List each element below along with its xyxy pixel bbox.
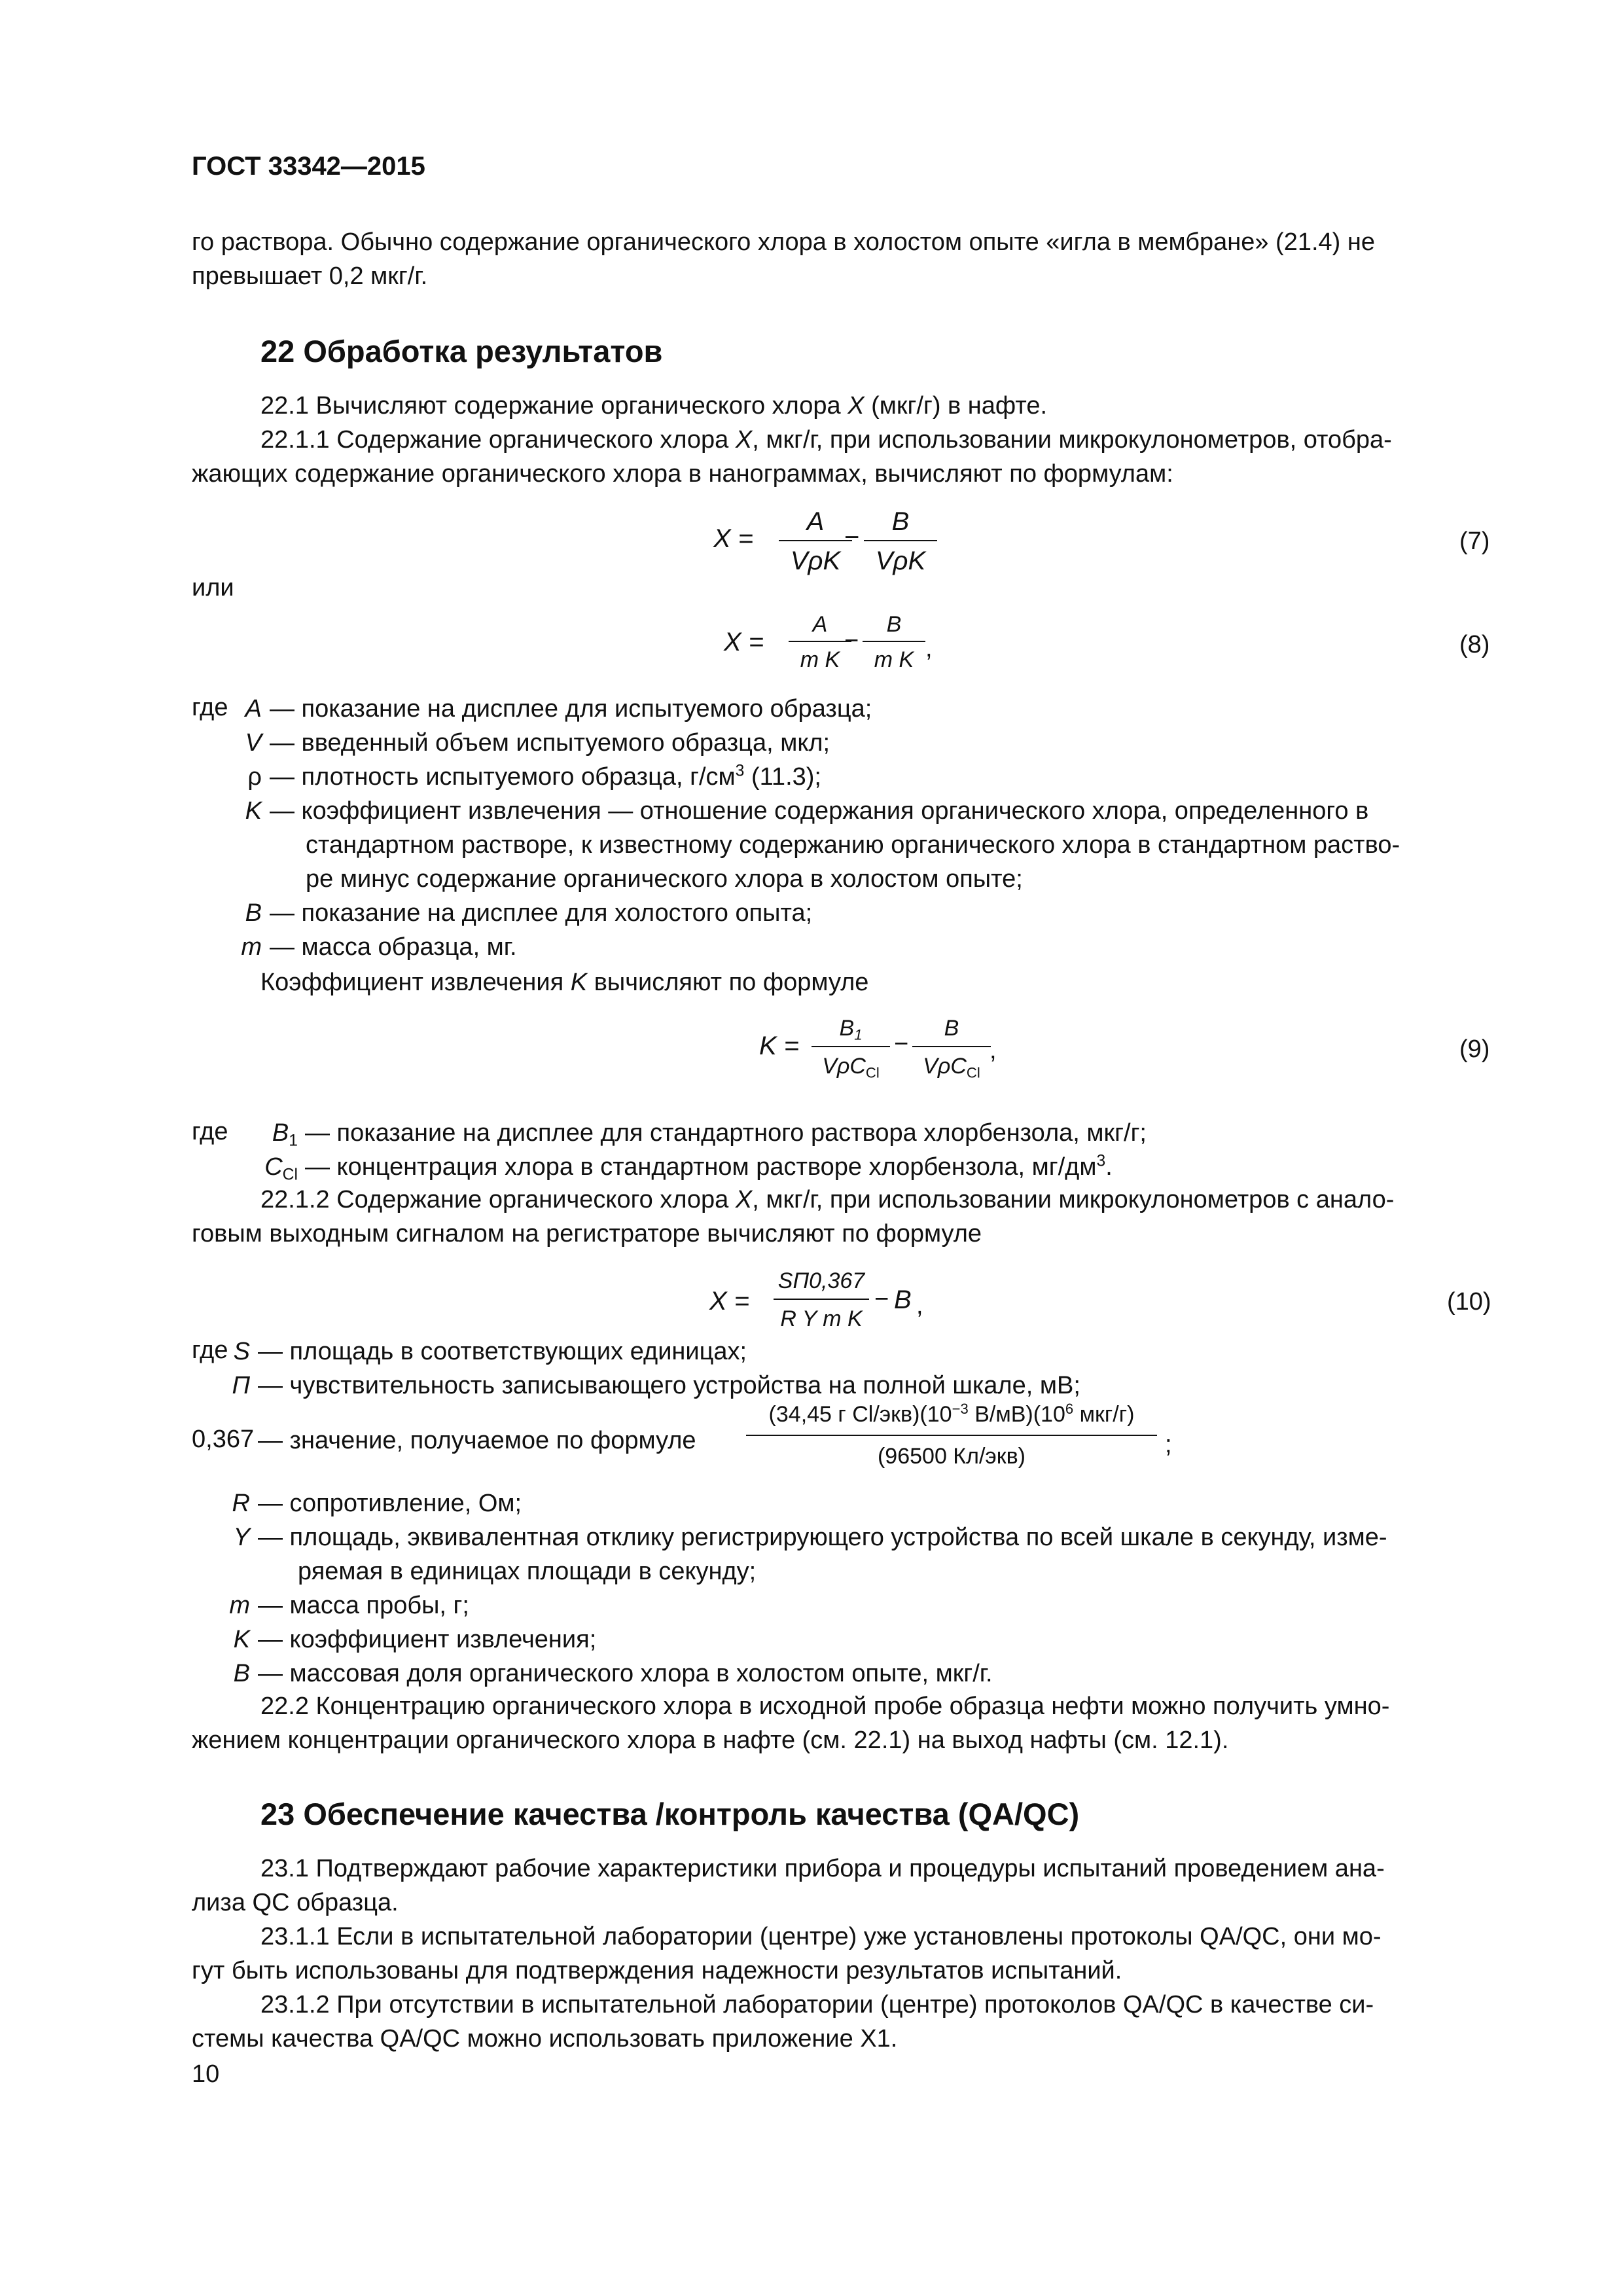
definition-text-continued: ряемая в единицах площади в секунду; <box>298 1558 757 1585</box>
definition-text: — чувствительность записывающего устройства на полной шкале, мВ; <box>258 1372 1080 1399</box>
constant-formula-den: (96500 Кл/экв) <box>877 1444 1026 1469</box>
definition-text: — массовая доля органического хлора в холостом опыте, мкг/г. <box>258 1660 993 1687</box>
definition-text: — значение, получаемое по формуле <box>258 1427 696 1454</box>
where-word: где <box>192 1336 228 1364</box>
definition-symbol: K <box>245 797 262 825</box>
text: Коэффициент извлечения <box>260 969 571 996</box>
definition-symbol-0367: 0,367 <box>192 1426 255 1453</box>
definition-text <box>270 763 821 791</box>
paragraph-22-1-2-line-2: говым выходным сигналом на регистраторе вычисляют по формуле <box>192 1220 982 1247</box>
definition-symbol <box>264 1153 298 1184</box>
text: 22.1 Вычисляют содержание органического хлора <box>260 392 848 420</box>
eq8-minus: − <box>844 627 859 655</box>
text: вычисляют по формуле <box>587 969 869 996</box>
text: (мкг/г) в нафте. <box>864 392 1048 420</box>
subscript: Cl <box>282 1166 298 1184</box>
document-code: ГОСТ 33342—2015 <box>192 152 425 181</box>
variable-x: X <box>735 1186 753 1213</box>
eq9-den-2 <box>912 1054 991 1079</box>
text: . <box>1105 1153 1113 1181</box>
definition-text: — коэффициент извлечения — отношение содержания органического хлора, определенного в <box>270 797 1369 825</box>
variable-x: X <box>735 426 753 454</box>
eq9-fraction-2 <box>912 1016 991 1088</box>
text: B <box>839 1016 855 1041</box>
definition-text: — сопротивление, Ом; <box>258 1490 522 1517</box>
eq7-num-2: B <box>891 507 910 536</box>
text: , мкг/г, при использовании микрокулонометров с анало- <box>752 1186 1395 1213</box>
subscript: Cl <box>966 1064 980 1081</box>
eq7-num-1: A <box>806 507 825 536</box>
definition-text: — введенный объем испытуемого образца, мкл; <box>270 729 830 757</box>
subscript: Cl <box>865 1064 880 1081</box>
definition-symbol: A <box>245 695 262 723</box>
definition-symbol: Y <box>233 1524 250 1551</box>
text: B <box>272 1119 289 1147</box>
definition-text: — масса пробы, г; <box>258 1592 469 1619</box>
text: 22.1.2 Содержание органического хлора <box>260 1186 736 1213</box>
equation-number-10: (10) <box>1447 1288 1491 1316</box>
definition-symbol: K <box>233 1626 250 1653</box>
eq10-den: R Y m K <box>780 1306 863 1331</box>
definition-text: — площадь, эквивалентная отклику регистрирующего устройства по всей шкале в секунду, изме- <box>258 1524 1387 1551</box>
paragraph-22-1 <box>260 393 1047 418</box>
superscript: −3 <box>952 1400 969 1417</box>
text: В/мВ)(10 <box>968 1402 1065 1427</box>
section-23-heading: 23 Обеспечение качества /контроль качества (QA/QC) <box>260 1797 1080 1831</box>
eq9-lhs: K = <box>759 1031 800 1060</box>
definition-symbol: m <box>229 1592 250 1619</box>
eq9-comma: , <box>990 1037 997 1064</box>
equation-number-8: (8) <box>1459 631 1490 658</box>
fraction-bar <box>812 1046 890 1047</box>
fraction-bar <box>774 1299 869 1300</box>
where-word: где <box>192 694 228 721</box>
text: — плотность испытуемого образца, г/см <box>270 763 736 791</box>
definition-text: — показание на дисплее для стандартного раствора хлорбензола, мкг/г; <box>305 1119 1147 1147</box>
eq10-comma: , <box>916 1292 923 1319</box>
definition-text-continued: стандартном растворе, к известному содержанию органического хлора в стандартном раство- <box>306 831 1400 859</box>
constant-formula <box>746 1402 1157 1474</box>
definition-symbol: ρ <box>247 763 262 791</box>
paragraph-23-1-line-2: лиза QC образца. <box>192 1889 399 1916</box>
page-number: 10 <box>192 2060 220 2088</box>
fraction-bar <box>912 1046 991 1047</box>
eq10-b: B <box>894 1285 912 1314</box>
definition-text: — показание на дисплее для холостого опыта; <box>270 899 813 927</box>
superscript: 3 <box>735 762 745 780</box>
definition-text <box>305 1153 1113 1181</box>
eq8-lhs: X = <box>724 628 764 656</box>
eq9-num-1 <box>812 1016 890 1041</box>
eq7-den-1: VρK <box>790 547 841 575</box>
eq7-fraction-1 <box>779 507 852 579</box>
fraction-bar <box>779 540 852 541</box>
subscript: 1 <box>289 1132 298 1150</box>
eq7-lhs: X = <box>713 524 754 553</box>
eq7-minus: − <box>844 523 860 552</box>
eq8-den-1: m K <box>800 647 840 672</box>
definition-symbol: S <box>233 1338 250 1365</box>
eq10-lhs: X = <box>709 1287 750 1316</box>
superscript: 6 <box>1065 1400 1074 1417</box>
eq8-comma: , <box>925 635 933 662</box>
definition-text: — коэффициент извлечения; <box>258 1626 597 1653</box>
paragraph-23-1-1-line-2: гут быть использованы для подтверждения надежности результатов испытаний. <box>192 1957 1122 1984</box>
eq8-den-2: m K <box>874 647 914 672</box>
text: 22.1.1 Содержание органического хлора <box>260 426 736 454</box>
paragraph-22-1-1 <box>260 427 1392 452</box>
definition-text: — площадь в соответствующих единицах; <box>258 1338 747 1365</box>
eq9-den-1 <box>812 1054 890 1079</box>
section-22-heading: 22 Обработка результатов <box>260 334 663 368</box>
or-word: или <box>192 574 234 601</box>
eq10-minus: − <box>874 1285 889 1313</box>
where-word: где <box>192 1118 228 1145</box>
definition-symbol: П <box>232 1372 250 1399</box>
text: (34,45 г Cl/экв)(10 <box>768 1402 952 1427</box>
definition-text: — масса образца, мг. <box>270 933 517 961</box>
eq8-num-2: B <box>886 612 902 637</box>
definition-symbol: m <box>241 933 262 961</box>
text: C <box>264 1153 283 1181</box>
definition-symbol: R <box>232 1490 250 1517</box>
subscript: 1 <box>854 1026 863 1043</box>
text: VρC <box>923 1054 967 1079</box>
eq7-fraction-2 <box>864 507 937 579</box>
eq9-minus: − <box>894 1030 909 1058</box>
equation-number-7: (7) <box>1459 528 1490 555</box>
paragraph-23-1-2-line-2: стемы качества QA/QC можно использовать приложение X1. <box>192 2025 898 2053</box>
definition-symbol <box>272 1119 298 1150</box>
paragraph-23-1-1-line-1: 23.1.1 Если в испытательной лаборатории (центре) уже установлены протоколы QA/QC, они мо- <box>260 1923 1382 1950</box>
fraction-bar <box>746 1435 1157 1436</box>
fraction-bar <box>863 641 925 642</box>
text: (11.3); <box>744 763 821 791</box>
paragraph-23-1-2-line-1: 23.1.2 При отсутствии в испытательной лаборатории (центре) протоколов QA/QC в качестве си- <box>260 1991 1374 2018</box>
fraction-bar <box>864 540 937 541</box>
paragraph-22-1-1-line-2: жающих содержание органического хлора в нанограммах, вычисляют по формулам: <box>192 460 1173 488</box>
text: — концентрация хлора в стандартном растворе хлорбензола, мг/дм <box>305 1153 1097 1181</box>
paragraph-23-1-line-1: 23.1 Подтверждают рабочие характеристики прибора и процедуры испытаний проведением ана- <box>260 1855 1385 1882</box>
paragraph-22-2-line-2: жением концентрации органического хлора в нафте (см. 22.1) на выход нафты (см. 12.1). <box>192 1727 1229 1754</box>
eq8-fraction-2 <box>863 612 925 677</box>
fraction-bar <box>789 641 851 642</box>
text: VρC <box>822 1054 866 1079</box>
text: мкг/г) <box>1073 1402 1135 1427</box>
equation-number-9: (9) <box>1459 1035 1490 1063</box>
intro-line-2: превышает 0,2 мкг/г. <box>192 262 428 290</box>
k-formula-intro <box>260 970 868 995</box>
paragraph-22-2-line-1: 22.2 Концентрацию органического хлора в исходной пробе образца нефти можно получить умно- <box>260 1693 1390 1720</box>
definition-symbol: B <box>245 899 262 927</box>
constant-formula-num <box>746 1402 1157 1427</box>
eq9-fraction-1 <box>812 1016 890 1088</box>
text: , мкг/г, при использовании микрокулонометров, отобра- <box>752 426 1392 454</box>
definition-symbol: V <box>245 729 262 757</box>
eq10-fraction <box>774 1268 869 1340</box>
intro-line-1: го раствора. Обычно содержание органического хлора в холостом опыте «игла в мембране» (21.4) не <box>192 228 1376 256</box>
eq7-den-2: VρK <box>875 547 926 575</box>
semicolon: ; <box>1165 1431 1172 1458</box>
variable-k: K <box>570 969 588 996</box>
eq10-num <box>774 1268 869 1294</box>
definition-symbol: B <box>233 1660 250 1687</box>
variable-x: X <box>847 392 865 420</box>
eq8-num-1: A <box>812 612 828 637</box>
eq9-num-2: B <box>944 1016 959 1041</box>
definition-text-continued: ре минус содержание органического хлора в холостом опыте; <box>306 865 1023 893</box>
text: SП0,367 <box>777 1268 865 1293</box>
superscript: 3 <box>1096 1152 1106 1170</box>
definition-text: — показание на дисплее для испытуемого образца; <box>270 695 872 723</box>
paragraph-22-1-2 <box>260 1187 1394 1212</box>
eq8-fraction-1 <box>789 612 851 677</box>
